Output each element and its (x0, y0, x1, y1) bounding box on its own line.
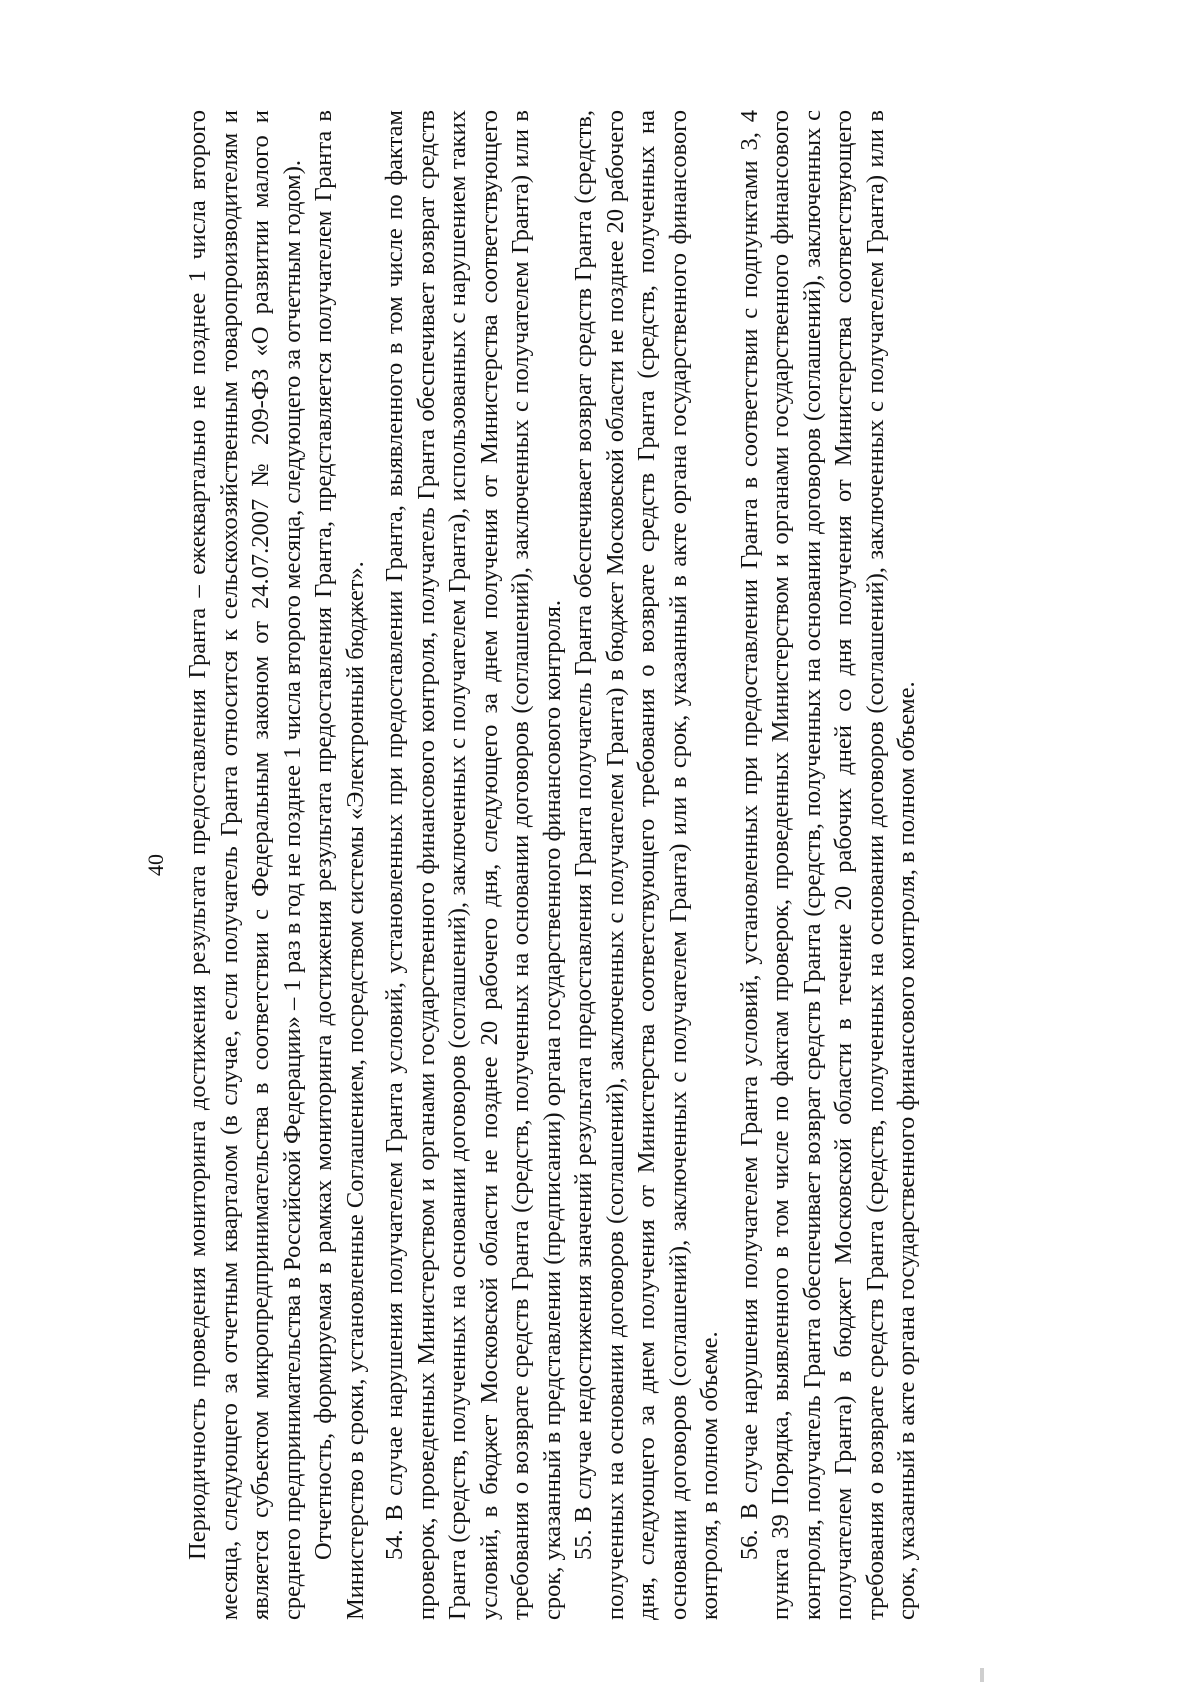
paragraph-54: 54. В случае нарушения получателем Гранта условий, установленных при предоставлении Гранта, выявленного в том числе по фактам проверок, проведенных Министерством и органами государственного финансового контроля, получатель Гранта обеспечивает возврат средств Гранта (средств, полученных на основании договоров (соглашений), заключенных с получателем Гранта), использованных с нарушением таких условий, в бюджет Московской области не позднее 20 рабочего дня, следующего за днем получения от Министерства соответствующего требования о возврате средств Гранта (средств, полученных на основании договоров (соглашений), заключенных с получателем Гранта) или в срок, указанный в представлении (предписании) органа государственного финансового контроля. (381, 110, 566, 1620)
scan-artifact (980, 1668, 984, 1682)
rotated-text-block (143, 110, 1002, 1620)
paragraph-monitoring-frequency: Периодичность проведения мониторинга достижения результата предоставления Гранта – ежеквартально не позднее 1 числа второго месяца, следующего за отчетным кварталом (в случае, если получатель Гранта относится к сельскохозяйственным товаропроизводителям и является субъектом микропредпринимательства в соответствии с Федеральным законом от 24.07.2007 № 209-ФЗ «О развитии малого и среднего предпринимательства в Российской Федерации» – 1 раз в год не позднее 1 числа второго месяца, следующего за отчетным годом). (184, 110, 306, 1620)
page-number: 40 (143, 854, 168, 876)
paragraph-56: 56. В случае нарушения получателем Гранта условий, установленных при предоставлении Гранта в соответствии с подпунктами 3, 4 пункта 39 Порядка, выявленного в том числе по фактам проверок, проведенных Министерством и органами государственного финансового контроля, получатель Гранта обеспечивает возврат средств Гранта (средств, полученных на основании договоров (соглашений), заключенных с получателем Гранта) в бюджет Московской области в течение 20 рабочих дней со дня получения от Министерства соответствующего требования о возврате средств Гранта (средств, полученных на основании договоров (соглашений), заключенных с получателем Гранта) или в срок, указанный в акте органа государственного финансового контроля, в полном объеме. (735, 110, 920, 1620)
paragraph-reporting: Отчетность, формируемая в рамках мониторинга достижения результата предоставления Гранта, представляется получателем Гранта в Министерство в сроки, установленные Соглашением, посредством системы «Электронный бюджет». (310, 110, 369, 1620)
paragraph-55: 55. В случае недостижения значений результата предоставления Гранта получатель Гранта обеспечивает возврат средств Гранта (средств, полученных на основании договоров (соглашений), заключенных с получателем Гранта) в бюджет Московской области не позднее 20 рабочего дня, следующего за днем получения от Министерства соответствующего требования о возврате средств Гранта (средств, полученных на основании договоров (соглашений), заключенных с получателем Гранта) или в срок, указанный в акте органа государственного финансового контроля, в полном объеме. (570, 110, 723, 1620)
